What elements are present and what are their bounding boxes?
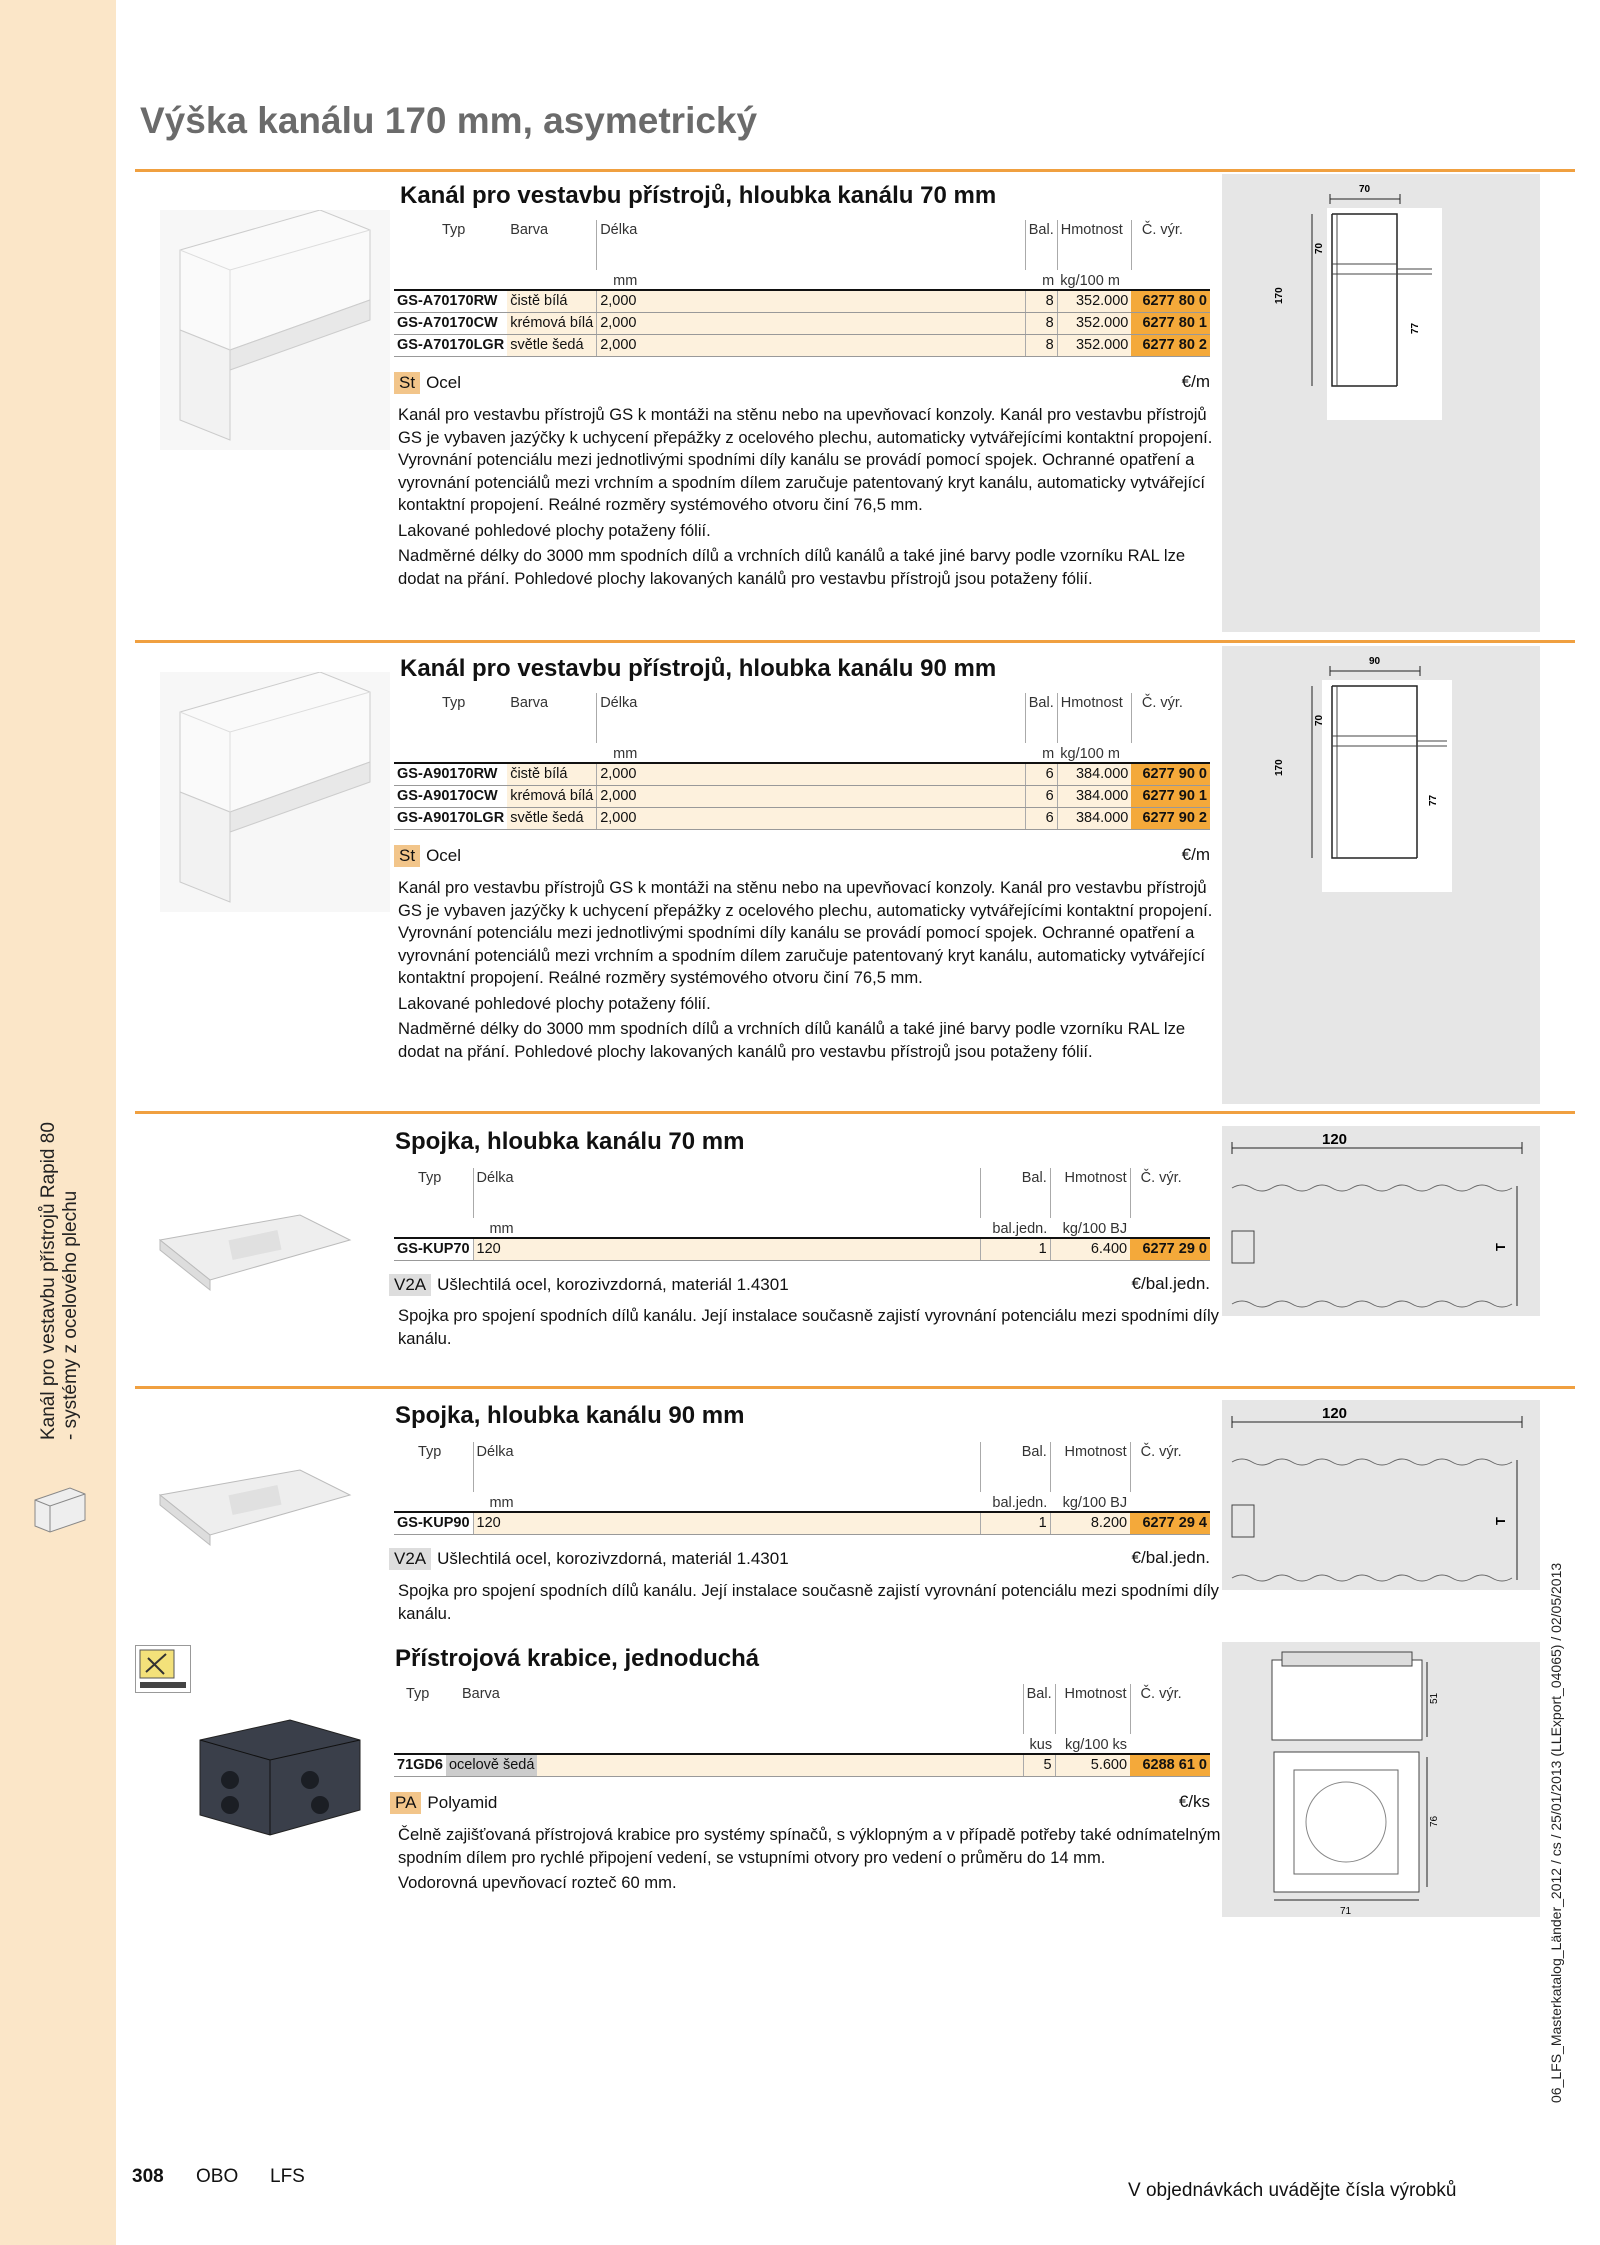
description: Spojka pro spojení spodních dílů kanálu. Její instalace současně zajistí vyrovnání potenciálu mezi spodními díly kanálu.	[398, 1306, 1219, 1348]
product-image	[150, 1210, 360, 1300]
material: St Ocel	[394, 372, 461, 394]
description: Kanál pro vestavbu přístrojů GS k montáži na stěnu nebo na upevňovací konzoly. Kanál pro vestavbu přístrojů GS je vybaven jazýčky k uchycení přepážky z ocelového plechu, automaticky vytvářejícími kontaktní propojení. Vyrovnání potenciálu mezi jednotlivými spodními díly kanálu se provádí pomocí spojek. Ochranné opatření a vyrovnání potenciálů mezi vrchním a spodním dílem zaručuje patentovaný kryt kanálu, automaticky vytvářející kontaktní propojení. Reálné rozměry systémového otvoru činí 76,5 mm. Lakované pohledové plochy potaženy fólií. Nadměrné délky do 3000 mm spodních dílů a vrchních dílů kanálů a také jiné barvy podle vzorníku RAL lze dodat na přání. Pohledové plochy lakovaných kanálů pro vestavbu přístrojů jsou potaženy fólií.	[398, 405, 1213, 588]
svg-text:90: 90	[1369, 656, 1381, 667]
side-title: Kanál pro vestavbu přístrojů Rapid 80 - systémy z ocelového plechu	[38, 1122, 81, 1440]
product-table: Typ Délka Bal. Hmotnost Č. výr. mm bal.jedn. kg/100 BJ GS-KUP70 120 1 6.400 6277 29 0	[394, 1168, 1210, 1261]
side-meta: 06_LFS_Masterkatalog_Länder_2012 / cs / 25/01/2013 (LLExport_04065) / 02/05/2013	[1548, 1562, 1564, 2103]
svg-text:170: 170	[1274, 287, 1285, 304]
table-row: GS-KUP70 120 1 6.400 6277 29 0	[394, 1238, 1210, 1260]
technical-drawing	[1222, 1126, 1540, 1316]
price-unit: €/bal.jedn.	[1131, 1548, 1210, 1567]
price-unit: €/ks	[1178, 1792, 1210, 1811]
separator	[135, 1386, 1575, 1389]
svg-text:77: 77	[1410, 322, 1421, 334]
price-unit: €/m	[1181, 845, 1210, 864]
table-row: GS-A70170CW krémová bílá 2,000 8 352.000 6277 80 1	[394, 312, 1210, 334]
product-table: Typ Délka Bal. Hmotnost Č. výr. mm bal.jedn. kg/100 BJ GS-KUP90 120 1 8.200 6277 29 4	[394, 1442, 1210, 1535]
material: V2A Ušlechtilá ocel, korozivzdorná, materiál 1.4301	[389, 1274, 789, 1296]
svg-text:120: 120	[1322, 1405, 1348, 1422]
material: V2A Ušlechtilá ocel, korozivzdorná, materiál 1.4301	[389, 1548, 789, 1570]
footer-note: V objednávkách uvádějte čísla výrobků	[1128, 2180, 1457, 2201]
table-row: 71GD6 ocelově šedá 5 5.600 6288 61 0	[394, 1754, 1210, 1776]
description: Čelně zajišťovaná přístrojová krabice pro systémy spínačů, s výklopným a v případě potřeby také odnímatelným spodním dílem pro rychlé připojení vedení, se vstupními otvory pro vedení o průměru do 14 mm. Vodorovná upevňovací rozteč 60 mm.	[398, 1825, 1221, 1892]
technical-drawing	[1222, 1400, 1540, 1590]
table-row: GS-A90170LGR světle šedá 2,000 6 384.000 6277 90 2	[394, 807, 1210, 829]
svg-text:70: 70	[1314, 242, 1325, 254]
separator	[135, 640, 1575, 643]
svg-text:T: T	[1493, 1517, 1508, 1525]
separator	[135, 169, 1575, 172]
section-title: Přístrojová krabice, jednoduchá	[395, 1645, 760, 1672]
catalog-section: LFS	[270, 2166, 305, 2187]
technical-drawing	[1222, 174, 1540, 632]
product-image	[160, 210, 390, 450]
svg-text:77: 77	[1428, 794, 1439, 806]
table-row: GS-KUP90 120 1 8.200 6277 29 4	[394, 1512, 1210, 1534]
description: Kanál pro vestavbu přístrojů GS k montáži na stěnu nebo na upevňovací konzoly. Kanál pro vestavbu přístrojů GS je vybaven jazýčky k uchycení přepážky z ocelového plechu, automaticky vytvářejícími kontaktní propojení. Vyrovnání potenciálu mezi jednotlivými spodními díly kanálu se provádí pomocí spojek. Ochranné opatření a vyrovnání potenciálů mezi vrchním a spodním dílem zaručuje patentovaný kryt kanálu, automaticky vytvářející kontaktní propojení. Reálné rozměry systémového otvoru činí 76,5 mm. Lakované pohledové plochy potaženy fólií. Nadměrné délky do 3000 mm spodních dílů a vrchních dílů kanálů a také jiné barvy podle vzorníku RAL lze dodat na přání. Pohledové plochy lakovaných kanálů pro vestavbu přístrojů jsou potaženy fólií.	[398, 878, 1213, 1061]
table-row: GS-A90170RW čistě bílá 2,000 6 384.000 6277 90 0	[394, 763, 1210, 785]
technical-drawing	[1222, 1642, 1540, 1917]
rating-badge-icon	[135, 1645, 191, 1693]
svg-text:71: 71	[1340, 1906, 1352, 1917]
brand: OBO	[196, 2166, 239, 2187]
description: Spojka pro spojení spodních dílů kanálu. Její instalace současně zajistí vyrovnání potenciálu mezi spodními díly kanálu.	[398, 1581, 1219, 1623]
material: PA Polyamid	[390, 1792, 497, 1814]
page-number: 308	[132, 2166, 164, 2187]
price-unit: €/bal.jedn.	[1131, 1274, 1210, 1293]
channel-icon	[30, 1480, 90, 1540]
svg-text:70: 70	[1359, 184, 1371, 195]
technical-drawing	[1222, 646, 1540, 1104]
table-row: GS-A70170RW čistě bílá 2,000 8 352.000 6277 80 0	[394, 290, 1210, 312]
svg-text:76: 76	[1429, 1815, 1440, 1827]
section-title: Kanál pro vestavbu přístrojů, hloubka kanálu 90 mm	[400, 655, 997, 682]
svg-text:120: 120	[1322, 1131, 1348, 1148]
product-table: Typ Barva Délka Bal. Hmotnost Č. výr. mm m kg/100 m GS-A70170RW čistě bílá 2,000 8 352.000 6277 80 0 GS-A70170CW krémová bílá 2,000 8 352.000 6277 80 1 GS-A70170LGR světle šedá 2,000 8 352.000 6277 80 2	[394, 220, 1210, 357]
material: St Ocel	[394, 845, 461, 867]
product-table: Typ Barva Délka Bal. Hmotnost Č. výr. mm m kg/100 m GS-A90170RW čistě bílá 2,000 6 384.000 6277 90 0 GS-A90170CW krémová bílá 2,000 6 384.000 6277 90 1 GS-A90170LGR světle šedá 2,000 6 384.000 6277 90 2	[394, 693, 1210, 830]
svg-text:T: T	[1493, 1243, 1508, 1251]
section-title: Spojka, hloubka kanálu 90 mm	[395, 1402, 745, 1429]
page-title: Výška kanálu 170 mm, asymetrický	[140, 100, 758, 141]
price-unit: €/m	[1181, 372, 1210, 391]
section-title: Spojka, hloubka kanálu 70 mm	[395, 1128, 745, 1155]
svg-text:51: 51	[1429, 1692, 1440, 1704]
table-row: GS-A90170CW krémová bílá 2,000 6 384.000 6277 90 1	[394, 785, 1210, 807]
section-title: Kanál pro vestavbu přístrojů, hloubka kanálu 70 mm	[400, 182, 997, 209]
svg-text:170: 170	[1274, 759, 1285, 776]
product-table: Typ Barva Bal. Hmotnost Č. výr. kus kg/100 ks 71GD6 ocelově šedá 5 5.600 6288 61 0	[394, 1684, 1210, 1777]
table-row: GS-A70170LGR světle šedá 2,000 8 352.000 6277 80 2	[394, 334, 1210, 356]
product-image	[180, 1710, 380, 1840]
product-image	[160, 672, 390, 912]
svg-text:70: 70	[1314, 714, 1325, 726]
separator	[135, 1111, 1575, 1114]
product-image	[150, 1465, 360, 1555]
